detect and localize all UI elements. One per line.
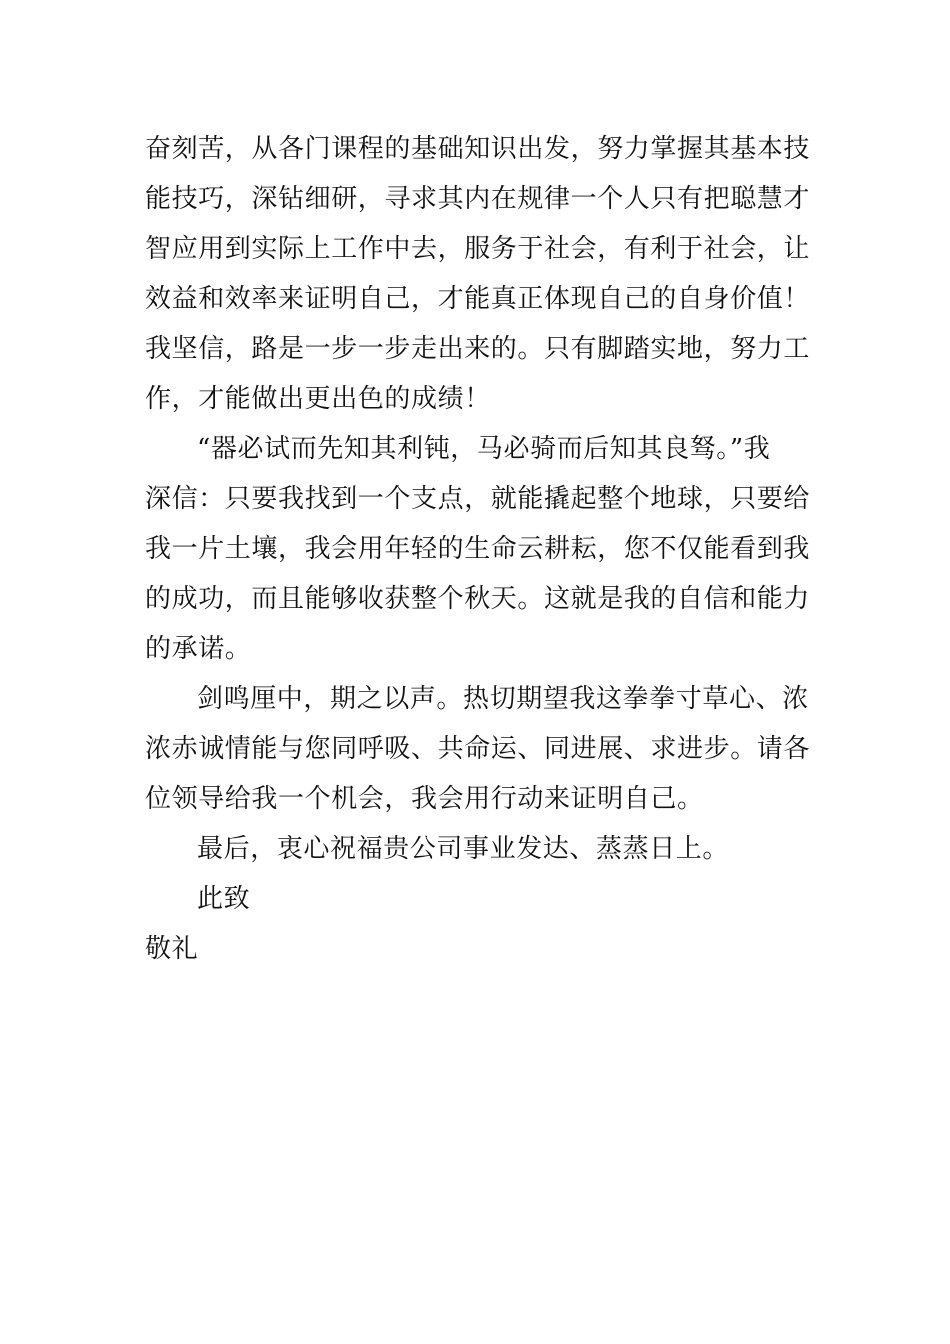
paragraph-2	[145, 424, 815, 674]
salutation-jing-li: 敬礼	[145, 934, 199, 964]
text-line: 奋刻苦，从各门课程的基础知识出发，努力掌握其基本技	[145, 134, 811, 164]
text-line: 的承诺。	[145, 634, 252, 664]
text-line: 我一片土壤，我会用年轻的生命云耕耘，您不仅能看到我	[145, 534, 811, 564]
text-line: 位领导给我一个机会，我会用行动来证明自己。	[145, 784, 704, 814]
text-line: 我坚信，路是一步一步走出来的。只有脚踏实地，努力工	[145, 334, 811, 364]
text-line: 能技巧，深钻细研，寻求其内在规律一个人只有把聪慧才	[145, 184, 811, 214]
closing-wish: 最后，衷心祝福贵公司事业发达、蒸蒸日上。	[197, 834, 730, 864]
text-line: 的成功，而且能够收获整个秋天。这就是我的自信和能力	[145, 584, 811, 614]
letter-body	[145, 124, 815, 974]
text-line: 浓赤诚情能与您同呼吸、共命运、同进展、求进步。请各	[145, 734, 811, 764]
text-line: 作，才能做出更出色的成绩！	[145, 384, 491, 414]
text-line: 深信：只要我找到一个支点，就能撬起整个地球，只要给	[145, 484, 811, 514]
text-line: “器必试而先知其利钝，马必骑而后知其良驽。”我	[197, 434, 771, 464]
salutation-ci-zhi: 此致	[197, 884, 251, 914]
text-line: 效益和效率来证明自己，才能真正体现自己的自身价值！	[145, 284, 811, 314]
text-line: 剑鸣厘中，期之以声。热切期望我这拳拳寸草心、浓	[197, 684, 809, 714]
text-line: 智应用到实际上工作中去，服务于社会，有利于社会，让	[145, 234, 811, 264]
paragraph-1	[145, 124, 815, 424]
paragraph-3	[145, 674, 815, 824]
